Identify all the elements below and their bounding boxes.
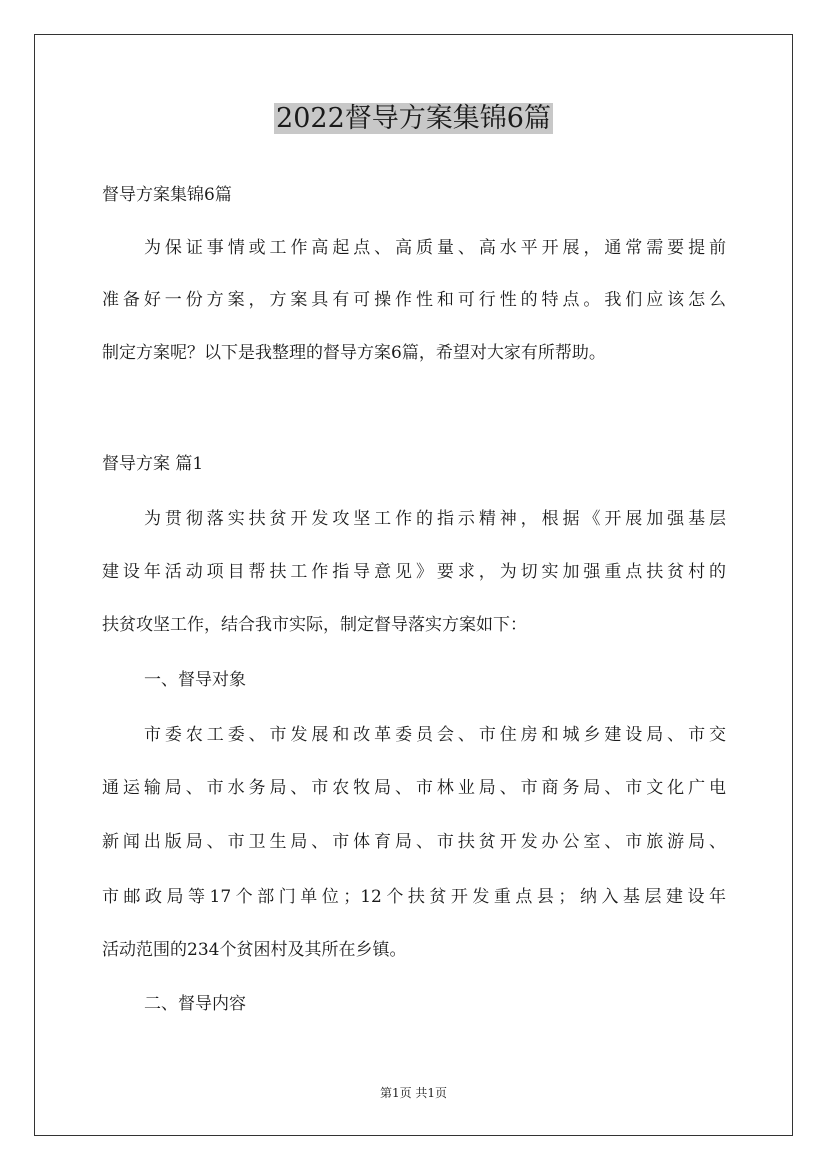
- objects-line-5: 活动范围的234个贫困村及其所在乡镇。: [102, 940, 407, 960]
- objects-line-3: 新闻出版局、市卫生局、市体育局、市扶贫开发办公室、市旅游局、: [102, 832, 726, 852]
- document-title: [0, 100, 827, 138]
- heading-objects: 一、督导对象: [144, 670, 246, 690]
- section1-line-2: 建设年活动项目帮扶工作指导意见》要求，为切实加强重点扶贫村的: [102, 562, 726, 582]
- intro-line-3: 制定方案呢？以下是我整理的督导方案6篇，希望对大家有所帮助。: [102, 343, 606, 363]
- document-title-text: 2022督导方案集锦6篇: [276, 103, 551, 134]
- section1-line-3: 扶贫攻坚工作，结合我市实际，制定督导落实方案如下：: [102, 615, 527, 635]
- objects-line-2: 通运输局、市水务局、市农牧局、市林业局、市商务局、市文化广电: [102, 778, 726, 798]
- section1-line-1: 为贯彻落实扶贫开发攻坚工作的指示精神，根据《开展加强基层: [144, 509, 726, 529]
- objects-line-1: 市委农工委、市发展和改革委员会、市住房和城乡建设局、市交: [144, 725, 726, 745]
- intro-line-1: 为保证事情或工作高起点、高质量、高水平开展，通常需要提前: [144, 238, 726, 258]
- intro-line-2: 准备好一份方案，方案具有可操作性和可行性的特点。我们应该怎么: [102, 290, 726, 310]
- section1-heading: 督导方案 篇1: [102, 454, 204, 474]
- objects-line-4: 市邮政局等17个部门单位；12个扶贫开发重点县；纳入基层建设年: [102, 887, 726, 907]
- page-footer: 第1页 共1页: [379, 1086, 448, 1100]
- document-subtitle: 督导方案集锦6篇: [102, 185, 232, 205]
- heading-content: 二、督导内容: [144, 994, 246, 1014]
